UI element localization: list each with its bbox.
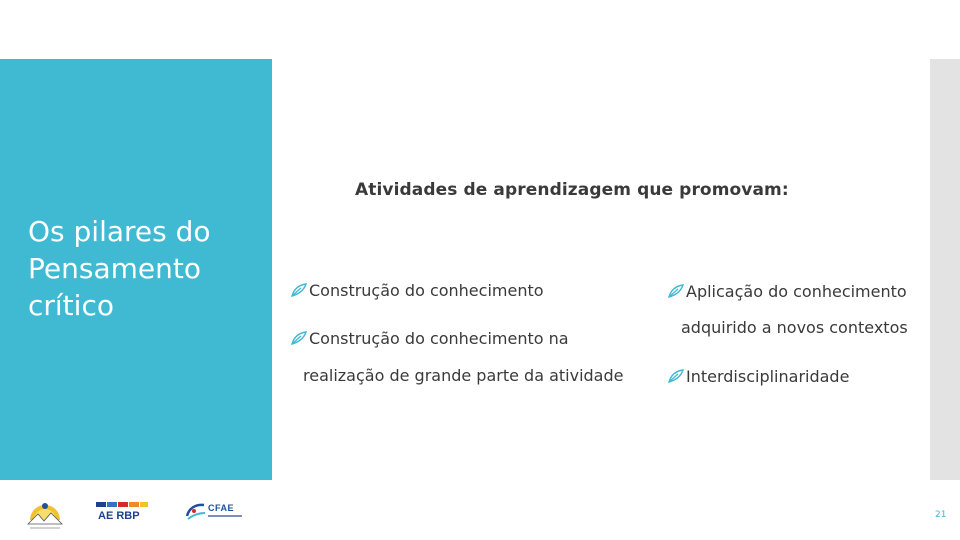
bullet-item (291, 281, 544, 301)
leaf-bullet-icon (291, 283, 307, 297)
page-number: 21 (935, 510, 947, 520)
bullet-continuation: adquirido a novos contextos (681, 318, 908, 337)
bullet-item (668, 282, 907, 302)
leaf-bullet-icon (668, 369, 684, 383)
slide-title (28, 213, 268, 324)
cfae-text: CFAE (208, 503, 235, 513)
bullet-continuation: realização de grande parte da atividade (303, 366, 624, 385)
aerbp-text: AE RBP (98, 510, 140, 522)
bullet-text: Construção do conhecimento na (309, 329, 569, 348)
right-accent-bar (930, 59, 960, 480)
content-heading: Atividades de aprendizagem que promovam: (355, 180, 789, 200)
title-line-3: crítico (28, 289, 114, 322)
bullet-item (668, 367, 849, 387)
bullet-text: Construção do conhecimento (309, 281, 544, 300)
bullet-item (291, 329, 569, 349)
footer-logos (0, 488, 300, 540)
bullet-text: Interdisciplinaridade (686, 367, 850, 386)
leaf-bullet-icon (291, 331, 307, 345)
title-line-2: Pensamento (28, 252, 201, 285)
title-line-1: Os pilares do (28, 215, 211, 248)
leaf-bullet-icon (668, 284, 684, 298)
cfae-underline (208, 515, 242, 517)
cfae-logo (184, 500, 244, 524)
aerbp-logo (96, 500, 156, 526)
bullet-text: Aplicação do conhecimento (686, 282, 907, 301)
sun-logo (24, 494, 66, 534)
